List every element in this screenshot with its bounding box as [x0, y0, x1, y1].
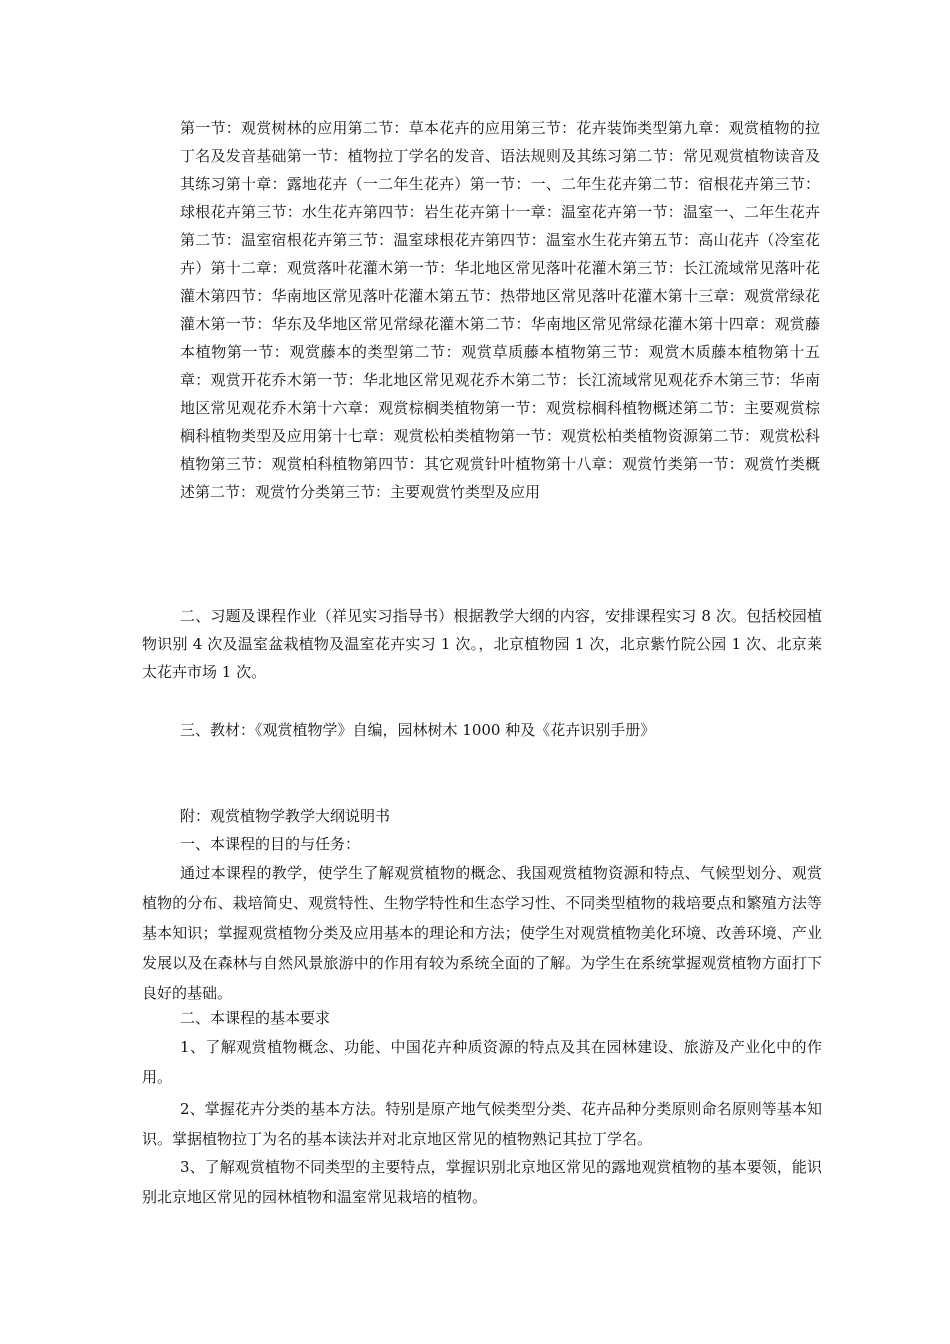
purpose-paragraph: 通过本课程的教学，使学生了解观赏植物的概念、我国观赏植物资源和特点、气候型划分、观赏植物的分布、栽培简史、观赏特性、生物学特性和生态学习性、不同类型植物的栽培要点和繁殖方法等基本知识；掌握观赏植物分类及应用基本的理论和方法；使学生对观赏植物美化环境、改善环境、产业发展以及在森林与自然风景旅游中的作用有较为系统全面的了解。为学生在系统掌握观赏植物方面打下良好的基础。	[142, 864, 822, 1002]
section-three-textbooks: 三、教材：《观赏植物学》自编，园林树木 1000 种及《花卉识别手册》	[180, 721, 656, 739]
requirement-item-3: 3、了解观赏植物不同类型的主要特点，掌握识别北京地区常见的露地观赏植物的基本要领，能识别北京地区常见的园林植物和温室常见栽培的植物。	[142, 1158, 822, 1206]
requirements-heading: 二、本课程的基本要求	[180, 1009, 331, 1027]
appendix-title: 附：观赏植物学教学大纲说明书	[180, 807, 391, 825]
section-two-paragraph: 二、习题及课程作业（祥见实习指导书）根据教学大纲的内容，安排课程实习 8 次。包括校园植物识别 4 次及温室盆栽植物及温室花卉实习 1 次。，北京植物园 1 次，北京紫竹院公园 1 次、北京莱太花卉市场 1 次。	[142, 607, 822, 681]
purpose-heading: 一、本课程的目的与任务：	[180, 835, 361, 853]
requirement-item-2: 2、掌握花卉分类的基本方法。特别是原产地气候类型分类、花卉品种分类原则命名原则等基本知识。掌据植物拉丁为名的基本读法并对北京地区常见的植物熟记其拉丁学名。	[142, 1100, 822, 1148]
toc-continuation-paragraph: 第一节：观赏树林的应用第二节：草本花卉的应用第三节：花卉装饰类型第九章：观赏植物的拉丁名及发音基础第一节：植物拉丁学名的发音、语法规则及其练习第二节：常见观赏植物读音及其练习第十章：露地花卉（一二年生花卉）第一节：一、二年生花卉第二节：宿根花卉第三节：球根花卉第三节：水生花卉第四节：岩生花卉第十一章：温室花卉第一节：温室一、二年生花卉第二节：温室宿根花卉第三节：温室球根花卉第四节：温室水生花卉第五节：高山花卉（冷室花卉）第十二章：观赏落叶花灌木第一节：华北地区常见落叶花灌木第三节：长江流域常见落叶花灌木第四节：华南地区常见落叶花灌木第五节：热带地区常见落叶花灌木第十三章：观赏常绿花灌木第一节：华东及华地区常见常绿花灌木第二节：华南地区常见常绿花灌木第十四章：观赏藤本植物第一节：观赏藤本的类型第二节：观赏草质藤本植物第三节：观赏木质藤本植物第十五章：观赏开花乔木第一节：华北地区常见观花乔木第二节：长江流域常见观花乔木第三节：华南地区常见观花乔木第十六章：观赏棕榈类植物第一节：观赏棕榈科植物概述第二节：主要观赏棕榈科植物类型及应用第十七章：观赏松柏类植物第一节：观赏松柏类植物资源第二节：观赏松科植物第三节：观赏柏科植物第四节：其它观赏针叶植物第十八章：观赏竹类第一节：观赏竹类概述第二节：观赏竹分类第三节：主要观赏竹类型及应用	[180, 119, 820, 501]
requirement-item-1: 1、了解观赏植物概念、功能、中国花卉种质资源的特点及其在园林建设、旅游及产业化中的作用。	[142, 1038, 822, 1086]
